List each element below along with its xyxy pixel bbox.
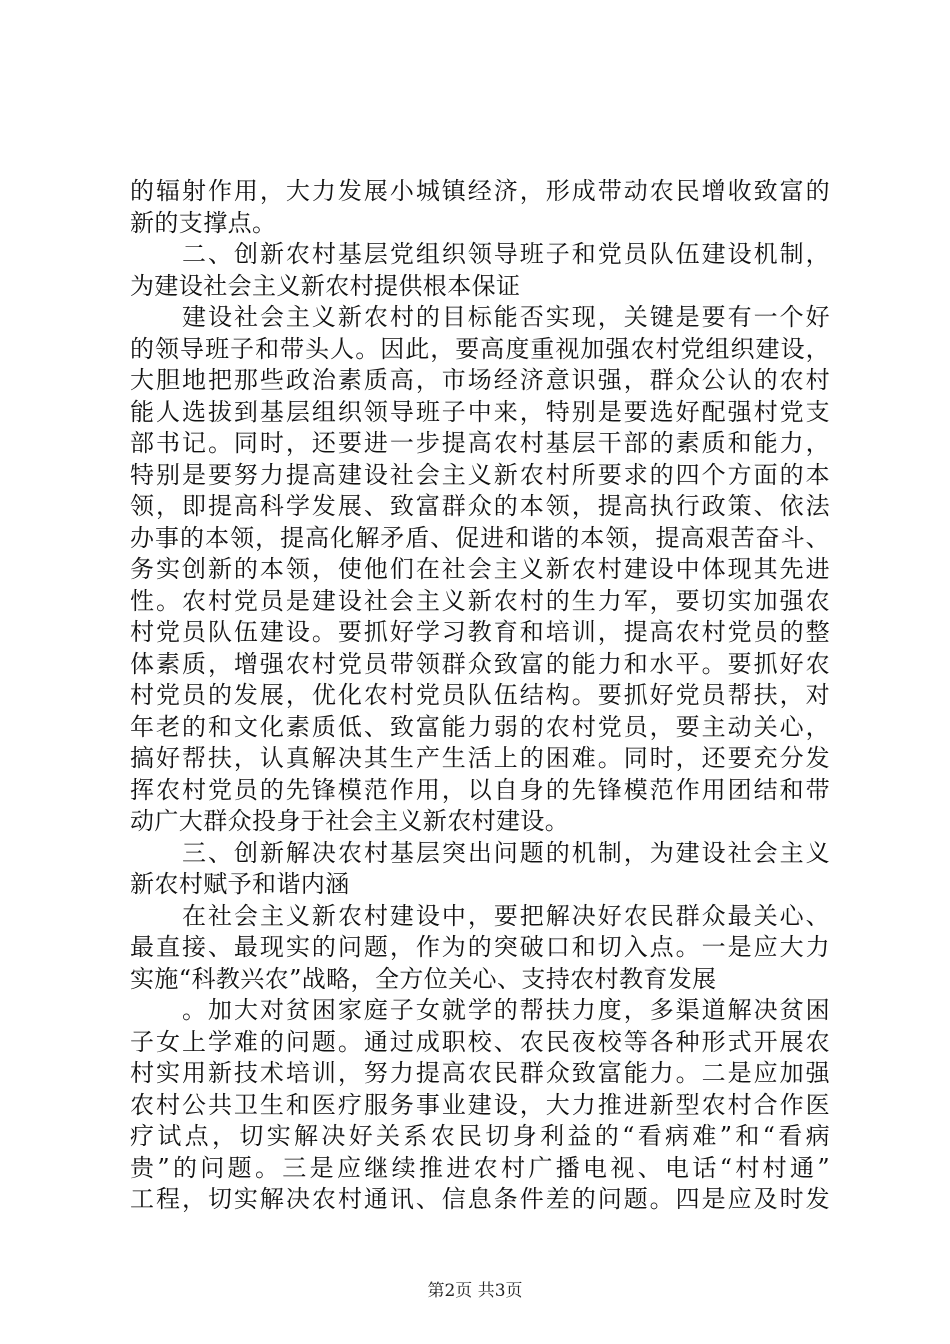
text-line: 子女上学难的问题。通过成职校、农民夜校等各种形式开展农 (130, 1027, 830, 1056)
text-line: 村党员队伍建设。要抓好学习教育和培训，提高农村党员的整 (130, 618, 830, 646)
text-line: 在社会主义新农村建设中，要把解决好农民群众最关心、 (182, 901, 830, 930)
text-line: 疗试点，切实解决好关系农民切身利益的“看病难”和“看病 (130, 1122, 830, 1150)
text-line: 的领导班子和带头人。因此，要高度重视加强农村党组织建设， (130, 334, 830, 363)
text-line: 贵”的问题。三是应继续推进农村广播电视、电话“村村通” (130, 1153, 830, 1182)
text-line: 新的支撑点。 (130, 208, 277, 237)
text-line: 能人选拔到基层组织领导班子中来，特别是要选好配强村党支 (130, 397, 830, 426)
text-line: 年老的和文化素质低、致富能力弱的农村党员，要主动关心， (130, 712, 830, 741)
text-line: 挥农村党员的先锋模范作用，以自身的先锋模范作用团结和带 (130, 775, 830, 804)
text-line: 工程，切实解决农村通讯、信息条件差的问题。四是应及时发 (130, 1185, 830, 1213)
text-line: 领，即提高科学发展、致富群众的本领，提高执行政策、依法 (130, 492, 830, 520)
text-line: 为建设社会主义新农村提供根本保证 (130, 271, 521, 300)
text-line: 三、创新解决农村基层突出问题的机制，为建设社会主义 (182, 838, 830, 867)
text-line: 村实用新技术培训，努力提高农民群众致富能力。二是应加强 (130, 1059, 830, 1087)
page-footer: 第2页 共3页 (427, 1281, 523, 1301)
text-line: 部书记。同时，还要进一步提高农村基层干部的素质和能力， (130, 429, 830, 457)
text-line: 特别是要努力提高建设社会主义新农村所要求的四个方面的本 (130, 460, 830, 489)
text-line: 实施“科教兴农”战略，全方位关心、支持农村教育发展 (130, 964, 717, 993)
text-line: 农村公共卫生和医疗服务事业建设，大力推进新型农村合作医 (130, 1090, 830, 1119)
text-line: 务实创新的本领，使他们在社会主义新农村建设中体现其先进 (130, 555, 830, 583)
text-line: 大胆地把那些政治素质高，市场经济意识强，群众公认的农村 (130, 366, 830, 394)
body-text (130, 176, 830, 1216)
text-line: 动广大群众投身于社会主义新农村建设。 (130, 807, 570, 835)
text-line: 村党员的发展，优化农村党员队伍结构。要抓好党员帮扶，对 (130, 681, 830, 709)
text-line: 二、创新农村基层党组织领导班子和党员队伍建设机制， (182, 240, 830, 268)
text-line: 搞好帮扶，认真解决其生产生活上的困难。同时，还要充分发 (130, 744, 830, 772)
text-line: 办事的本领，提高化解矛盾、促进和谐的本领，提高艰苦奋斗、 (130, 523, 830, 552)
text-line: 。加大对贫困家庭子女就学的帮扶力度，多渠道解决贫困 (182, 996, 830, 1024)
text-line: 体素质，增强农村党员带领群众致富的能力和水平。要抓好农 (130, 649, 830, 678)
text-line: 最直接、最现实的问题，作为的突破口和切入点。一是应大力 (130, 933, 830, 961)
text-line: 的辐射作用，大力发展小城镇经济，形成带动农民增收致富的 (130, 177, 830, 205)
text-line: 建设社会主义新农村的目标能否实现，关键是要有一个好 (182, 303, 830, 331)
text-line: 新农村赋予和谐内涵 (130, 870, 350, 898)
text-line: 性。农村党员是建设社会主义新农村的生力军，要切实加强农 (130, 586, 830, 615)
